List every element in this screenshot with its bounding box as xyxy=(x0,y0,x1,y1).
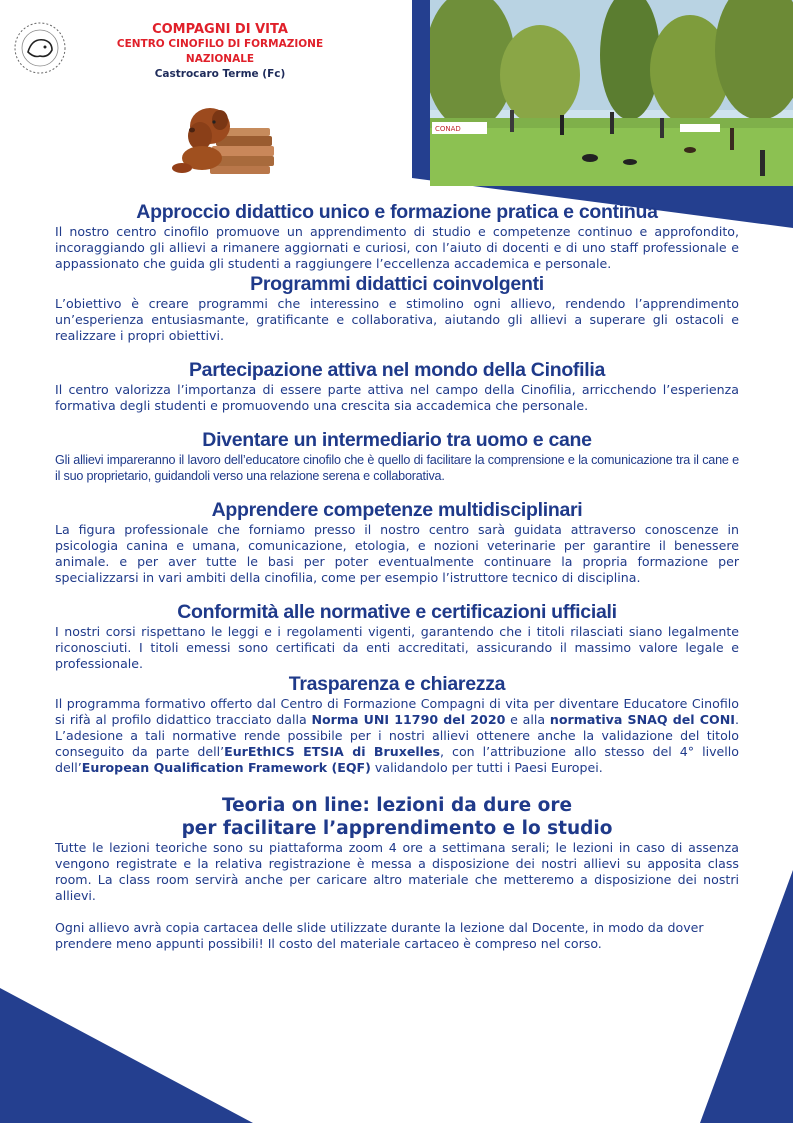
eqf: European Qualification Framework (EQF) xyxy=(81,760,371,775)
section-conformita xyxy=(55,600,739,672)
header xyxy=(100,22,340,82)
section-title: Trasparenza e chiarezza xyxy=(288,673,506,695)
online-title-line1: Teoria on line: lezioni da dure ore xyxy=(221,795,573,816)
section-body: I nostri corsi rispettano le leggi e i regolamenti vigenti, garantendo che i titoli rilasciati siano legalmente riconosciuti. I titoli emessi sono certificati da enti accreditati, assicurando il massimo valore legale e professionale. xyxy=(55,624,739,671)
dog-with-books-illustration xyxy=(172,96,278,178)
section-title: Approccio didattico unico e formazione pratica e continua xyxy=(136,201,658,223)
section-partecipazione xyxy=(55,358,739,414)
section-title: Diventare un intermediario tra uomo e cane xyxy=(202,429,592,451)
section-body: La figura professionale che forniamo presso il nostro centro sarà guidata attraverso conoscenze in psicologia canina e umana, comunicazione, etologia, e nozioni veterinarie per garantire il benessere animale. e per aver tutte le basi per poter eventualmente continuare la propria formazione per specializzarsi in vari ambiti della cinofilia, come per esempio l’istruttore tecnico di disciplina. xyxy=(55,522,739,585)
norma-uni: Norma UNI 11790 del 2020 xyxy=(311,712,506,727)
svg-text:CONAD: CONAD xyxy=(435,125,461,133)
section-approccio xyxy=(55,200,739,272)
section-title: Partecipazione attiva nel mondo della Cinofilia xyxy=(188,359,606,381)
section-competenze xyxy=(55,498,739,586)
online-title-line2: per facilitare l’apprendimento e lo studio xyxy=(181,818,613,839)
section-body xyxy=(55,696,739,776)
body-text: , con l’attribuzione allo stesso del 4° livello dell’ xyxy=(55,744,739,775)
body-text: . L’adesione a tali normative rende possibile per i nostri allievi ottenere anche la validazione del titolo conseguito da parte dell’ xyxy=(55,712,739,759)
org-location: Castrocaro Terme (Fc) xyxy=(154,68,286,80)
section-title: Conformità alle normative e certificazioni ufficiali xyxy=(177,601,617,623)
dog-head-logo xyxy=(12,20,68,76)
body-text: e alla xyxy=(505,712,550,727)
section-body: Il centro valorizza l’importanza di essere parte attiva nel campo della Cinofilia, arricchendo l’esperienza formativa degli studenti e promuovendo una crescita sia accademica che personale. xyxy=(55,382,739,413)
org-subtitle: CENTRO CINOFILO DI FORMAZIONE NAZIONALE xyxy=(116,38,324,65)
online-body-2: Ogni allievo avrà copia cartacea delle slide utilizzate durante la lezione dal Docente, in modo da dover prendere meno appunti possibili! Il costo del materiale cartaceo è compreso nel corso. xyxy=(55,920,704,951)
section-programmi xyxy=(55,272,739,344)
body-text: Il programma formativo offerto dal Centro di Formazione Compagni di vita per diventare Educatore Cinofilo si rifà al profilo didattico tracciato dalla xyxy=(55,696,739,727)
section-online xyxy=(55,794,739,952)
training-field-photo xyxy=(430,0,793,186)
bottom-left-triangle xyxy=(0,988,253,1123)
normativa-snaq: normativa SNAQ del CONI xyxy=(549,712,735,727)
eurethics-etsia: EurEthICS ETSIA di Bruxelles xyxy=(224,744,441,759)
body-text: validandolo per tutti i Paesi Europei. xyxy=(370,760,603,775)
section-intermediario xyxy=(55,428,739,484)
section-body: Gli allievi impareranno il lavoro dell’educatore cinofilo che è quello di facilitare la comprensione e la comunicazione tra il cane e il suo proprietario, guidandoli verso una relazione serena e collaborativa. xyxy=(55,453,739,483)
org-name: COMPAGNI DI VITA xyxy=(152,22,288,37)
section-title: Apprendere competenze multidisciplinari xyxy=(211,499,583,521)
section-body: L’obiettivo è creare programmi che interessino e stimolino ogni allievo, rendendo l’apprendimento un’esperienza entusiasmante, gratificante e collaborativa, aiutando gli allievi a superare gli ostacoli e realizzare i propri obiettivi. xyxy=(55,296,739,343)
section-body: Il nostro centro cinofilo promuove un apprendimento di studio e competenze continuo e approfondito, incoraggiando gli allievi a rimanere aggiornati e curiosi, con l’aiuto di docenti e di uno staff professionale e appassionato che guida gli studenti a raggiungere l’eccellenza accademica e personale. xyxy=(55,224,739,271)
main-content xyxy=(55,200,739,952)
section-trasparenza xyxy=(55,672,739,776)
online-body-1: Tutte le lezioni teoriche sono su piattaforma zoom 4 ore a settimana serali; le lezioni in caso di assenza vengono registrate e la relativa registrazione è messa a disposizione dei nostri allievi su apposita class room. La class room servirà anche per caricare altro materiale che metteremo a disposizione dei nostri allievi. xyxy=(55,840,739,903)
section-title: Programmi didattici coinvolgenti xyxy=(250,273,544,295)
